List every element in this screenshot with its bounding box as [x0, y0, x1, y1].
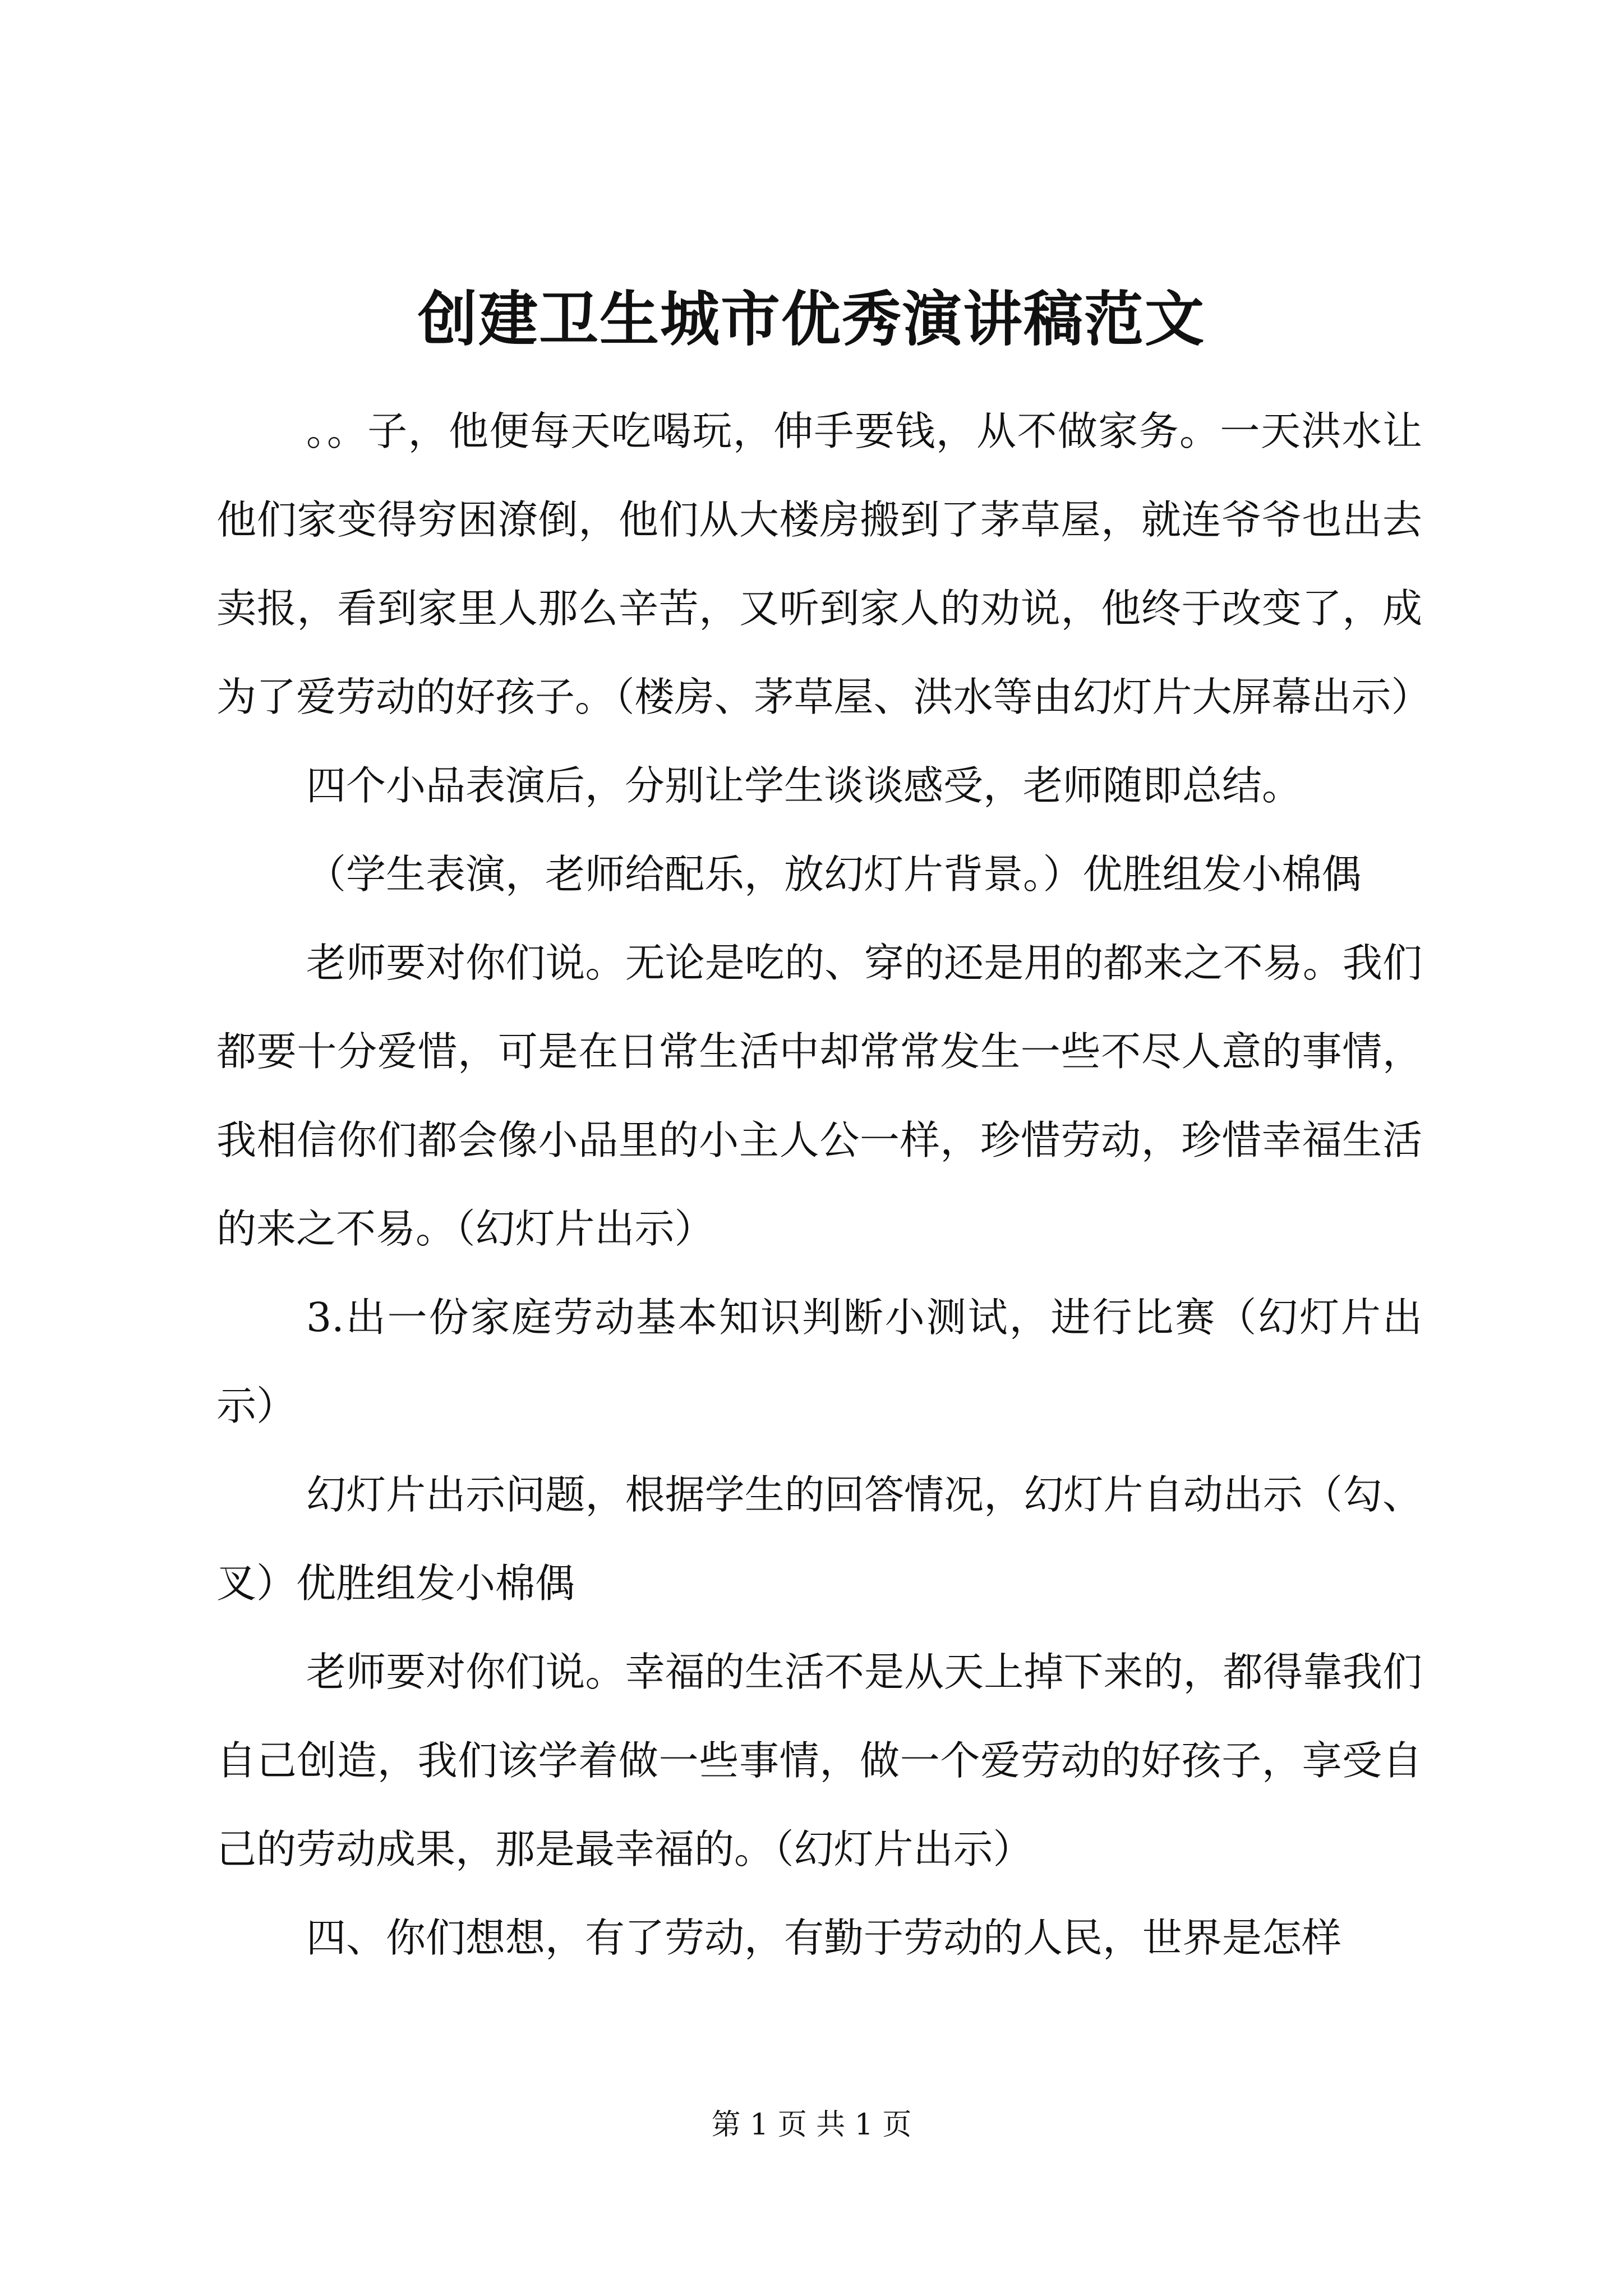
- paragraph: （学生表演，老师给配乐，放幻灯片背景。）优胜组发小棉偶: [306, 851, 1362, 898]
- page-title: 创建卫生城市优秀演讲稿范文: [418, 284, 1205, 354]
- paragraph: 3.出一份家庭劳动基本知识判断小测试，进行比赛（幻灯片出示）: [216, 1294, 1422, 1429]
- paragraph: 四个小品表演后，分别让学生谈谈感受，老师随即总结。: [306, 762, 1302, 809]
- paragraph: 老师要对你们说。无论是吃的、穿的还是用的都来之不易。我们都要十分爱惜，可是在日常生活中却常常发生一些不尽人意的事情，我相信你们都会像小品里的小主人公一样，珍惜劳动，珍惜幸福生活的来之不易。（幻灯片出示）: [216, 940, 1422, 1252]
- document-body: [216, 387, 1431, 1982]
- page-footer: 第 1 页 共 1 页: [711, 2108, 912, 2142]
- paragraph: 幻灯片出示问题，根据学生的回答情况，幻灯片自动出示（勾、叉）优胜组发小棉偶: [216, 1471, 1422, 1607]
- paragraph: 老师要对你们说。幸福的生活不是从天上掉下来的，都得靠我们自己创造，我们该学着做一些事情，做一个爱劳动的好孩子，享受自己的劳动成果，那是最幸福的。（幻灯片出示）: [216, 1649, 1422, 1872]
- paragraph: 。。子，他便每天吃喝玩，伸手要钱，从不做家务。一天洪水让他们家变得穷困潦倒，他们从大楼房搬到了茅草屋，就连爷爷也出去卖报，看到家里人那么辛苦，又听到家人的劝说，他终于改变了，成为了爱劳动的好孩子。（楼房、茅草屋、洪水等由幻灯片大屏幕出示）: [216, 408, 1431, 720]
- paragraph: 四、你们想想，有了劳动，有勤于劳动的人民，世界是怎样: [306, 1915, 1342, 1961]
